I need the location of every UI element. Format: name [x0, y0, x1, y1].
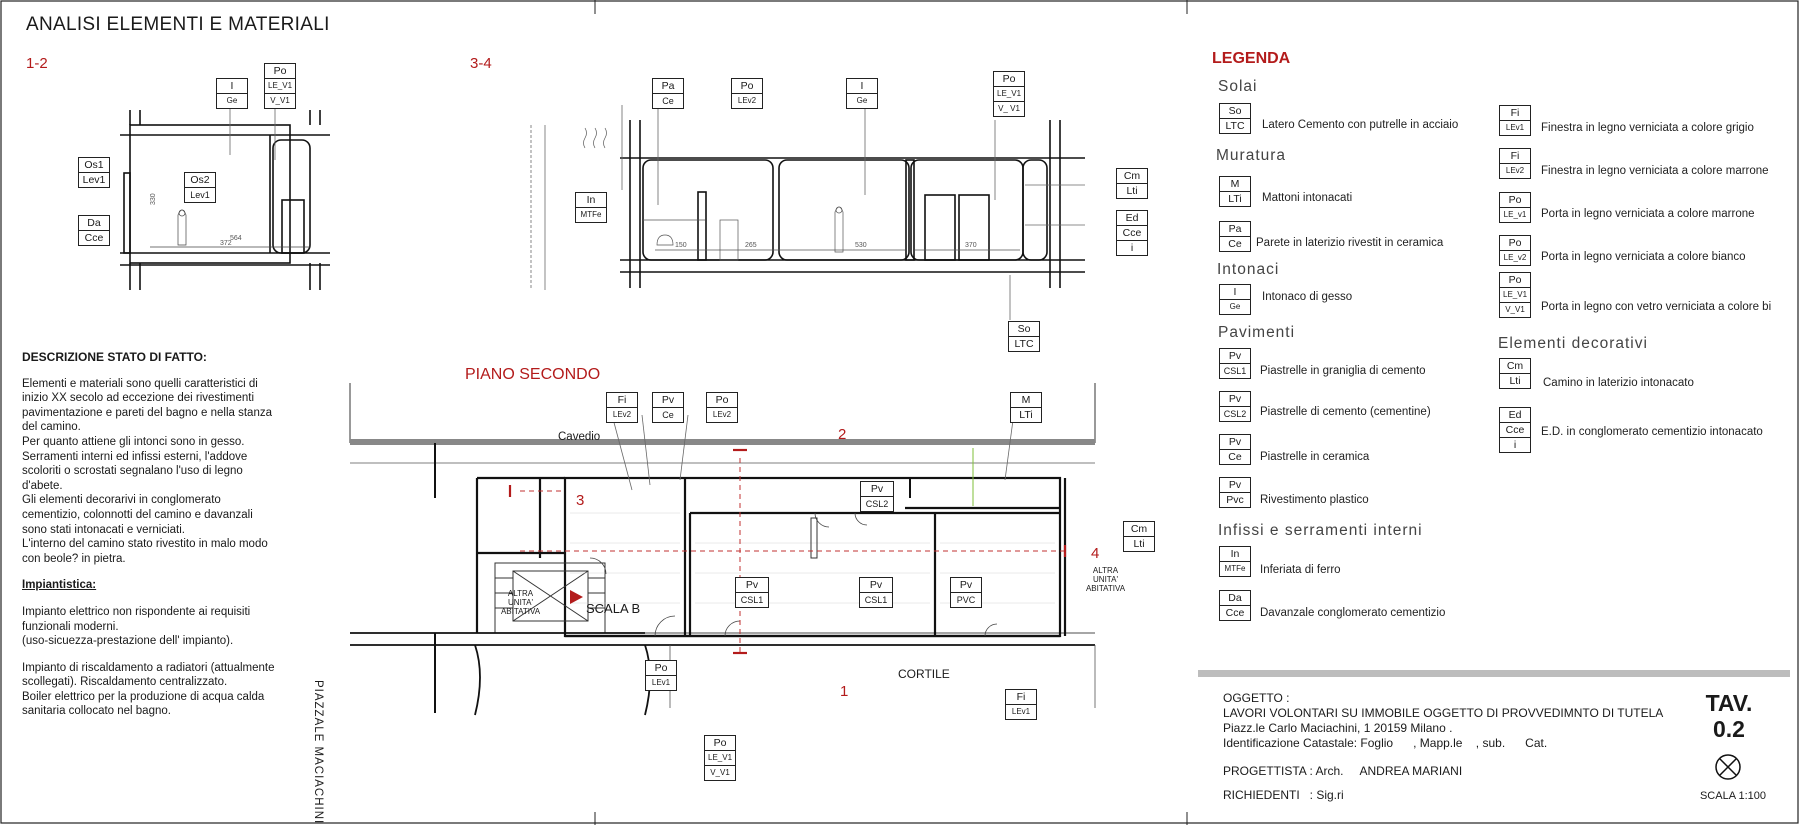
- tag-plan-csl1-a: Pv CSL1: [735, 577, 769, 608]
- cut-marker-4: 4: [1091, 545, 1100, 562]
- tag-s34-in: In MTFe: [575, 192, 607, 223]
- legend-group-infissi: Infissi e serramenti interni: [1218, 522, 1423, 539]
- legend-code-csl2: Pv CSL2: [1219, 391, 1251, 422]
- legend-text-po-v1: Porta in legno con vetro verniciata a colore bi: [1541, 301, 1772, 313]
- legend-code-in: In MTFe: [1219, 546, 1251, 577]
- legend-code-fi-lev1: Fi LEv1: [1499, 105, 1531, 136]
- tag-plan-csl2: Pv CSL2: [860, 481, 894, 512]
- legend-text-ce: Piastrelle in ceramica: [1260, 451, 1370, 463]
- description-paragraph-1: Elementi e materiali sono quelli caratteristici di inizio XX secolo ad eccezione dei rivestimenti pavimentazione e pareti del bagno e nella stanza del camino. Per quanto attiene gli intonci sono in gesso. Serramenti interni ed infissi esterni, l'addove scoloriti o scrostati segnalano l'uso di legno d'abete. Gli elementi decorarivi in conglomerato cementizio, colonnotti del camino e davanzali sono stati intonacati e verniciati. L'interno del camino stato rivestito in malo modo con beole? in pietra.: [22, 377, 272, 565]
- legend-group-muratura: Muratura: [1216, 147, 1287, 164]
- legend-text-in: Inferiata di ferro: [1260, 564, 1341, 576]
- altra-unita-left: ALTRA UNITA' ABITATIVA: [500, 589, 541, 616]
- legend-text-i: Intonaco di gesso: [1262, 291, 1353, 303]
- legend-text-cm: Camino in laterizio intonacato: [1543, 377, 1694, 389]
- legend-code-po-lev1: Po LE_v1: [1499, 192, 1531, 223]
- svg-text:370: 370: [965, 242, 977, 249]
- svg-text:564: 564: [230, 235, 242, 242]
- tag-plan-fi: Fi LEv2: [606, 392, 638, 423]
- titleblock-line-3: Identificazione Catastale: Foglio , Mapp.le , sub. Cat.: [1223, 736, 1548, 750]
- legend-code-ce: Pv Ce: [1219, 434, 1251, 465]
- titleblock-line-2: Piazz.le Carlo Maciachini, 1 20159 Milano .: [1223, 721, 1453, 735]
- cut-marker-2: 2: [838, 426, 847, 443]
- legend-text-fi-lev2: Finestra in legno verniciata a colore marrone: [1541, 165, 1769, 177]
- legend-text-ed: E.D. in conglomerato cementizio intonacato: [1541, 426, 1763, 438]
- street-label: PIAZZALE MACIACHINI: [312, 680, 324, 825]
- legend-title: LEGENDA: [1212, 50, 1291, 67]
- description-paragraph-2: Impianto elettrico non rispondente ai requisiti funzionali moderni. (uso-sicuezza-prestazione dell' impianto).: [22, 605, 251, 648]
- description-heading: DESCRIZIONE STATO DI FATTO:: [22, 350, 207, 364]
- legend-text-csl1: Piastrelle in graniglia di cemento: [1260, 365, 1426, 377]
- legend-text-csl2: Piastrelle di cemento (cementine): [1260, 406, 1431, 418]
- cavedio-label: Cavedio: [558, 431, 601, 443]
- tag-s34-po: Po LEv2: [731, 78, 763, 109]
- svg-text:372: 372: [220, 240, 232, 247]
- legend-code-pa: Pa Ce: [1219, 221, 1251, 252]
- legend-code-fi-lev2: Fi LEv2: [1499, 148, 1531, 179]
- legend-code-cm: Cm Lti: [1499, 358, 1531, 389]
- tag-plan-po-lev1: Po LEv1: [645, 660, 677, 691]
- scale-label: SCALA 1:100: [1699, 790, 1767, 802]
- tag-s34-po2: Po LE_V1 V_ V1: [993, 71, 1025, 117]
- svg-text:530: 530: [855, 242, 867, 249]
- section-3-4-leaders: [585, 80, 1145, 330]
- titleblock-richiedenti: RICHIEDENTI : Sig.ri: [1223, 788, 1344, 802]
- titleblock-line-1: LAVORI VOLONTARI SU IMMOBILE OGGETTO DI PROVVEDIMNTO DI TUTELA: [1223, 706, 1664, 720]
- legend-group-pavimenti: Pavimenti: [1218, 324, 1296, 341]
- legend-text-po-lev2: Porta in legno verniciata a colore bianco: [1541, 251, 1746, 263]
- description-paragraph-3: Impianto di riscaldamento a radiatori (attualmente scollegati). Riscaldamento centralizzato. Boiler elettrico per la produzione di acqua calda sanitaria collocato nel bagno.: [22, 661, 275, 718]
- tag-plan-po: Po LEv2: [706, 392, 738, 423]
- tag-s12-os2: Os2 Lev1: [184, 172, 216, 203]
- tag-plan-fi-lev1: Fi LEv1: [1005, 689, 1037, 720]
- tag-plan-csl1-b: Pv CSL1: [859, 577, 893, 608]
- legend-code-da: Da Cce: [1219, 590, 1251, 621]
- section-3-4-label: 3-4: [470, 55, 492, 72]
- cut-marker-1: 1: [840, 683, 849, 700]
- scala-b-label: SCALA B: [586, 601, 641, 616]
- tag-plan-pvc: Pv PVC: [950, 577, 982, 608]
- tag-s34-i: I Ge: [846, 78, 878, 109]
- tag-plan-cm: Cm Lti: [1123, 521, 1155, 552]
- sheet-number-label: TAV.: [1705, 690, 1753, 716]
- north-arrow-icon: [1713, 752, 1743, 782]
- sheet-number: 0.2: [1713, 716, 1745, 742]
- legend-text-m: Mattoni intonacati: [1262, 192, 1353, 204]
- legend-text-pa: Parete in laterizio rivestit in ceramica: [1256, 237, 1444, 249]
- cut-marker-3: 3: [576, 492, 585, 509]
- legend-text-so: Latero Cemento con putrelle in acciaio: [1262, 119, 1459, 131]
- tag-s34-ed: Ed Cce i: [1116, 210, 1148, 256]
- tag-s34-so: So LTC: [1008, 321, 1040, 352]
- section-1-2-label: 1-2: [26, 55, 48, 72]
- tag-s12-da: Da Cce: [78, 215, 110, 246]
- tag-s12-po: Po LE_V1 V_V1: [264, 63, 296, 109]
- tag-s34-pa: Pa Ce: [652, 78, 684, 109]
- tag-s34-cm: Cm Lti: [1116, 168, 1148, 199]
- svg-text:330: 330: [150, 193, 157, 205]
- legend-code-so: So LTC: [1219, 103, 1251, 134]
- svg-text:150: 150: [675, 242, 687, 249]
- legend-group-decorativi: Elementi decorativi: [1498, 335, 1648, 352]
- titleblock-oggetto: OGGETTO :: [1223, 691, 1290, 705]
- cortile-label: CORTILE: [898, 667, 950, 681]
- legend-code-m: M LTi: [1219, 176, 1251, 207]
- titleblock-separator: [1198, 670, 1790, 677]
- legend-text-po-lev1: Porta in legno verniciata a colore marrone: [1541, 208, 1755, 220]
- legend-group-intonaci: Intonaci: [1217, 261, 1280, 278]
- legend-code-po-lev2: Po LE_v2: [1499, 235, 1531, 266]
- legend-code-pvc: Pv Pvc: [1219, 477, 1251, 508]
- tag-plan-m: M LTi: [1010, 392, 1042, 423]
- page-title: ANALISI ELEMENTI E MATERIALI: [26, 14, 330, 35]
- legend-code-csl1: Pv CSL1: [1219, 348, 1251, 379]
- altra-unita-right: ALTRA UNITA' ABITATIVA: [1085, 566, 1126, 593]
- legend-code-i: I Ge: [1219, 284, 1251, 315]
- legend-text-pvc: Rivestimento plastico: [1260, 494, 1369, 506]
- legend-text-da: Davanzale conglomerato cementizio: [1260, 607, 1446, 619]
- legend-code-ed: Ed Cce i: [1499, 407, 1531, 453]
- tag-plan-po-v1: Po LE_V1 V_V1: [704, 735, 736, 781]
- tag-plan-pv: Pv Ce: [652, 392, 684, 423]
- tag-s12-os1: Os1 Lev1: [78, 157, 110, 188]
- legend-group-solai: Solai: [1218, 78, 1258, 95]
- legend-code-po-v1: Po LE_V1 V_V1: [1499, 272, 1531, 318]
- legend-text-fi-lev1: Finestra in legno verniciata a colore grigio: [1541, 122, 1754, 134]
- titleblock-progettista: PROGETTISTA : Arch. ANDREA MARIANI: [1223, 764, 1463, 778]
- description-block: [22, 350, 302, 731]
- impiantistica-heading: Impiantistica:: [22, 579, 97, 592]
- tag-s12-i: I Ge: [216, 78, 248, 109]
- plan-title: PIANO SECONDO: [465, 366, 601, 383]
- svg-text:265: 265: [745, 242, 757, 249]
